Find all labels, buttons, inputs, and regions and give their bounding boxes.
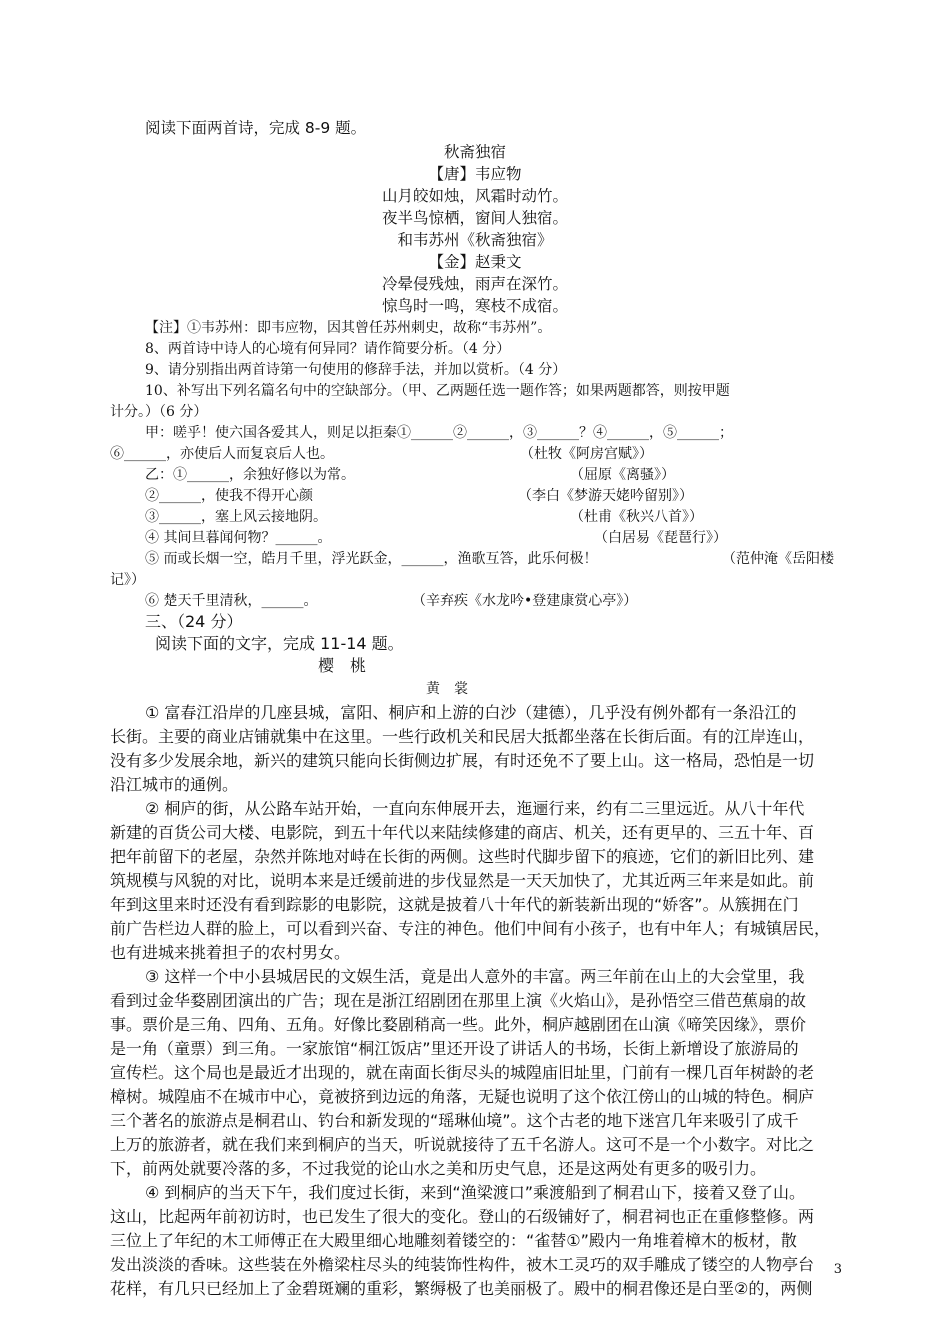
- para1-line: 沿江城市的通例。: [110, 775, 239, 794]
- para1-line: 长街。主要的商业店铺就集中在这里。一些行政机关和民居大抵都坐落在长街后面。有的江岸连山，: [110, 727, 815, 746]
- yi-item6: ⑥ 楚天千里清秋，______。: [145, 593, 318, 609]
- para3-line: 下，前两处就要冷落的多，不过我觉的论山水之美和历史气息，还是这两处有更多的吸引力。: [110, 1159, 767, 1178]
- reading-instruction-essay: 阅读下面的文字，完成 11-14 题。: [155, 634, 404, 653]
- para2-line: 筑规模与风貌的对比，说明本来是迁缓前进的步伐显然是一天天加快了，尤其近两三年来是如此。前: [110, 871, 815, 890]
- para3-line: 三个著名的旅游点是桐君山、钓台和新发现的“瑶琳仙境”。这个古老的地下迷宫几年来吸引了成千: [110, 1111, 799, 1130]
- jia-source: （杜牧《阿房宫赋》）: [520, 446, 653, 462]
- jia-line1: 甲：嗟乎！使六国各爱其人，则足以拒秦①______②______，③______？④______，⑤______；: [145, 425, 733, 441]
- yi-item1: 乙：①______，余独好修以为常。: [145, 467, 355, 483]
- yi-item5-source-cont: 记》）: [110, 572, 145, 588]
- yi-item6-source: （辛弃疾《水龙吟•登建康赏心亭》）: [412, 593, 638, 609]
- jia-line2: ⑥______，亦使后人而复哀后人也。: [110, 446, 334, 462]
- yi-item3: ③______，塞上风云接地阴。: [145, 509, 327, 525]
- para3-line: 宣传栏。这个局也是最近才出现的，就在南面长街尽头的城隍庙旧址里，门前有一棵几百年树龄的老: [110, 1063, 815, 1082]
- para4-line: ④ 到桐庐的当天下午，我们度过长街，来到“渔梁渡口”乘渡船到了桐君山下，接着又登了山。: [145, 1183, 806, 1202]
- para3-line: ③ 这样一个中小县城居民的文娱生活，竟是出人意外的丰富。两三年前在山上的大会堂里，我: [145, 967, 805, 986]
- essay-author: 黄 裳: [426, 681, 468, 697]
- yi-item1-source: （屈原《离骚》）: [570, 467, 675, 483]
- page-number: 3: [833, 1262, 842, 1277]
- para4-line: 三位上了年纪的木工师傅正在大殿里细心地雕刻着镂空的：“雀替①”殿内一角堆着樟木的板材，散: [110, 1231, 797, 1250]
- para2-line: 前广告栏边人群的脸上，可以看到兴奋、专注的神色。他们中间有小孩子，也有中年人；有城镇居民，: [110, 919, 831, 938]
- poem1-line2: 夜半鸟惊栖，窗间人独宿。: [381, 209, 568, 227]
- para3-line: 是一角（童票）到三角。一家旅馆“桐江饭店”里还开设了讲话人的书场，长街上新增设了旅游局的: [110, 1039, 799, 1058]
- para3-line: 看到过金华婺剧团演出的广告；现在是浙江绍剧团在那里上演《火焰山》，是孙悟空三借芭蕉扇的故: [110, 991, 807, 1010]
- yi-item5: ⑤ 而或长烟一空，皓月千里，浮光跃金，______，渔歌互答，此乐何极！: [145, 551, 598, 567]
- poem1-author: 【唐】韦应物: [428, 165, 522, 183]
- yi-item4-source: （白居易《琵琶行》）: [594, 530, 727, 546]
- para4-line: 这山，比起两年前初访时，也已发生了很大的变化。登山的石级铺好了，桐君祠也正在重修整修。两: [110, 1207, 815, 1226]
- para2-line: 把年前留下的老屋，杂然并陈地对峙在长街的两侧。这些时代脚步留下的痕迹，它们的新旧比列、建: [110, 847, 815, 866]
- para2-line: ② 桐庐的街，从公路车站开始，一直向东伸展开去，迤逦行来，约有二三里远近。从八十年代: [145, 799, 805, 818]
- poem2-line2: 惊鸟时一鸣，寒枝不成宿。: [381, 297, 568, 315]
- section-3-heading: 三、（24 分）: [145, 612, 243, 631]
- yi-item5-source: （范仲淹《岳阳楼: [722, 551, 834, 567]
- question-8: 8、两首诗中诗人的心境有何异同？请作简要分析。（4 分）: [145, 341, 511, 357]
- reading-instruction-poems: 阅读下面两首诗，完成 8-9 题。: [145, 119, 367, 137]
- para3-line: 樟树。城隍庙不在城市中心，竟被挤到边远的角落，无疑也说明了这个依江傍山的山城的特色。桐庐: [110, 1087, 815, 1106]
- yi-item4: ④ 其间旦暮闻何物？______。: [145, 530, 332, 546]
- poem1-line1: 山月皎如烛，风霜时动竹。: [381, 187, 568, 205]
- para1-line: ① 富春江沿岸的几座县城，富阳、桐庐和上游的白沙（建德），几乎没有例外都有一条沿江的: [145, 703, 797, 722]
- para3-line: 上万的旅游者，就在我们来到桐庐的当天，听说就接待了五千名游人。这可不是一个小数字。对比之: [110, 1135, 815, 1154]
- para4-line: 花样，有几只已经加上了金碧斑斓的重彩，繁缛极了也美丽极了。殿中的桐君像还是白垩②的，两侧: [110, 1279, 813, 1298]
- para2-line: 新建的百货公司大楼、电影院，到五十年代以来陆续修建的商店、机关，还有更早的、三五十年、百: [110, 823, 815, 842]
- para3-line: 事。票价是三角、四角、五角。好像比婺剧稍高一些。此外，桐庐越剧团在山演《啼笑因缘》，票价: [110, 1015, 807, 1034]
- poem2-title: 和韦苏州《秋斋独宿》: [397, 231, 553, 249]
- para2-line: 也有进城来挑着担子的农村男女。: [110, 943, 351, 962]
- para2-line: 年到这里来时还没有看到踪影的电影院，这就是披着八十年代的新装新出现的“娇客”。从簇拥在门: [110, 895, 799, 914]
- yi-item2: ②______，使我不得开心颜: [145, 488, 313, 504]
- para1-line: 没有多少发展余地，新兴的建筑只能向长街侧边扩展，有时还免不了要上山。这一格局，恐怕是一切: [110, 751, 815, 770]
- para4-line: 发出淡淡的香味。这些装在外檐梁柱尽头的纯装饰性构件，被木工灵巧的双手雕成了镂空的人物亭台: [110, 1255, 815, 1274]
- poem2-line1: 冷晕侵残烛，雨声在深竹。: [381, 275, 568, 293]
- yi-item2-source: （李白《梦游天姥吟留别》）: [518, 488, 693, 504]
- essay-title: 樱 桃: [318, 656, 367, 675]
- question-9: 9、请分别指出两首诗第一句使用的修辞手法，并加以赏析。（4 分）: [145, 362, 567, 378]
- poem1-title: 秋斋独宿: [443, 143, 506, 161]
- question-10-line1: 10、补写出下列名篇名句中的空缺部分。（甲、乙两题任选一题作答；如果两题都答，则按甲题: [145, 383, 730, 399]
- yi-item3-source: （杜甫《秋兴八首》）: [570, 509, 703, 525]
- poem-note: 【注】①韦苏州：即韦应物，因其曾任苏州刺史，故称“韦苏州”。: [145, 320, 552, 336]
- poem2-author: 【金】赵秉文: [428, 253, 522, 271]
- question-10-line2: 计分。）（6 分）: [110, 404, 208, 420]
